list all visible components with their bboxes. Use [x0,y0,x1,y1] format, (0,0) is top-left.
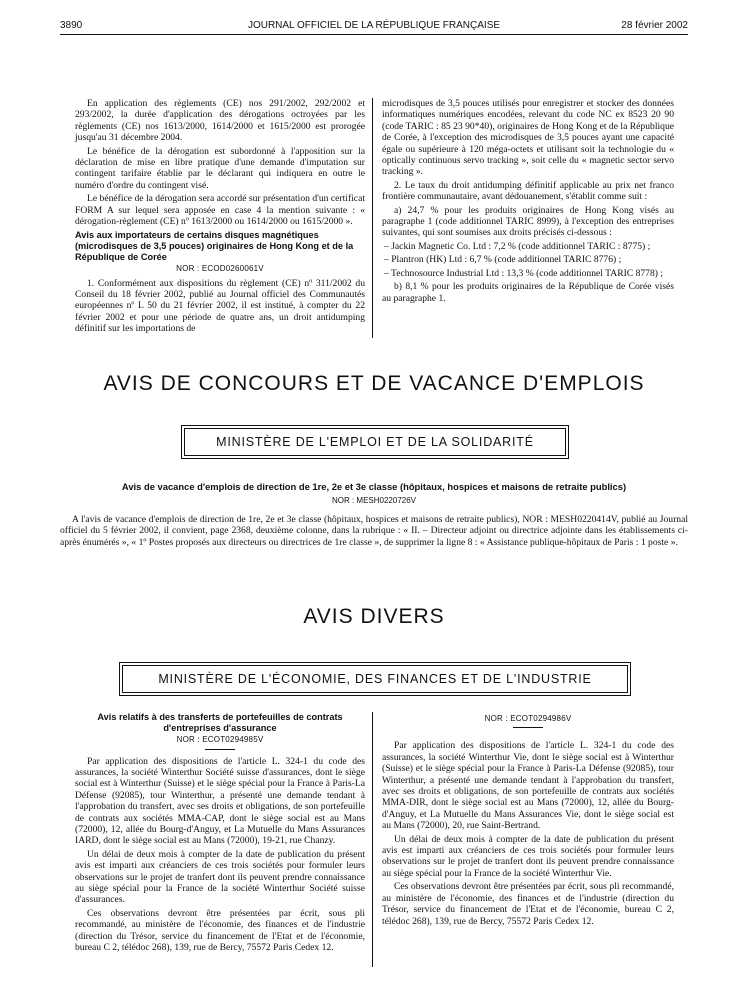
list-item: – Plantron (HK) Ltd : 6,7 % (code additionnel TARIC 8776) ; [384,254,622,266]
vacancy-body [60,514,688,548]
title-rule [205,749,235,750]
paragraph: Un délai de deux mois à compter de la date de publication du présent avis est imparti aux créanciers de ces trois sociétés pour formuler leurs observations sur le projet de tranfert dont ils peuvent prendre connaissance au siège spécial pour la France de la société Winterthur Société suisse d'assurances. [75,848,365,906]
section-title: Avis aux importateurs de certains disques magnétiques (microdisques de 3,5 pouces) originaires de Hong Kong et de la République de Corée [75,230,354,262]
column-divider [372,98,373,338]
journal-title: JOURNAL OFFICIEL DE LA RÉPUBLIQUE FRANÇAISE [247,20,501,31]
nor-reference: NOR : MESH0220726V [331,496,417,505]
paragraph: 2. Le taux du droit antidumping définitif applicable au prix net franco frontière communautaire, avant dédouanement, s'établit comme suit : [382,179,674,203]
divers-right-column [382,712,674,929]
notice-title: Avis relatifs à des transferts de portefeuilles de contrats d'entreprises d'assurance [97,712,343,733]
paragraph: b) 8,1 % pour les produits originaires de la République de Corée visés au paragraphe 1. [382,281,674,304]
top-right-column [382,98,674,306]
nor-reference: NOR : ECOT0294985V [176,735,264,745]
paragraph: Ces observations devront être présentées par écrit, sous pli recommandé, au ministère de l'économie, des finances et de l'industrie (direction du Trésor, service du financement de l'Etat et de l'économie, bureau C 2, télédoc 268), 139, rue de Bercy, 75572 Paris Cedex 12. [382,881,674,927]
header-rule [60,34,688,35]
ministry-box-emploi: MINISTÈRE DE L'EMPLOI ET DE LA SOLIDARITÉ [184,428,566,456]
paragraph: En application des règlements (CE) nos 291/2002, 292/2002 et 293/2002, la durée d'application des dérogations octroyées par les règlements (CE) nos 1613/2000, 1614/2000 et 1615/2000 est prorogée jusqu'au 31 décembre 2004. [75,98,365,144]
list-item: – Technosource Industrial Ltd : 13,3 % (code additionnel TARIC 8778) ; [384,267,664,279]
paragraph: Par application des dispositions de l'article L. 324-1 du code des assurances, la société Winterthur Vie, dont le siège social est à Winterthur (Suisse) et le siège spécial pour la France à Paris-La Défense (92085), tour Winterthur, a présenté une demande tendant à l'approbation du transfert, avec ses droits et obligations, de son portefeuille de contrats aux sociétés MMA-DIR, dont le siège social est au Mans (72000), 12, allée du Bourg-d'Anguy, et La Mutuelle du Mans Assurances Vie, dont le siège social est au Mans (72000), 20, rue Saint-Bertrand. [382,740,674,832]
vacancy-title: Avis de vacance d'emplois de direction de 1re, 2e et 3e classe (hôpitaux, hospices et maisons de retraite publics) [121,481,627,492]
paragraph: Le bénéfice de la dérogation est subordonné à l'apposition sur la déclaration de mise en libre pratique d'une demande d'imputation sur contingent tarifaire établie par le déclarant qui indiquera en outre le numéro d'ordre du contingent visé. [75,145,365,191]
column-divider [372,712,373,967]
nor-reference: NOR : ECOT0294986V [484,714,572,723]
list-item: – Jackin Magnetic Co. Ltd : 7,2 % (code additionnel TARIC : 8775) ; [384,240,651,252]
nor-reference: NOR : ECOD0260061V [176,264,264,274]
top-left-column [75,98,365,337]
divers-left-column [75,712,365,956]
section-heading-divers: AVIS DIVERS [303,605,445,628]
section-heading-concours: AVIS DE CONCOURS ET DE VACANCE D'EMPLOIS [103,372,645,395]
paragraph: Ces observations devront être présentées par écrit, sous pli recommandé, au ministère de l'économie, des finances et de l'industrie (direction du Trésor, service du financement de l'Etat et de l'économie, bureau C 2, télédoc 268), 139, rue de Bercy, 75572 Paris Cedex 12. [75,907,365,954]
paragraph: microdisques de 3,5 pouces utilisés pour enregistrer et stocker des données informatiques numériques encodées, relevant du code NC ex 8523 20 90 (code TARIC : 85 23 90*40), originaires de Hong Kong et de la République de Corée, à l'exception des microdisques de 3,5 pouces ayant une capacité égale ou supérieure à 120 méga-octets et utilisant soit la technologie du « optically continuous servo tracking », soit celle du « magnetic sector servo tracking ». [382,98,674,178]
paragraph: Un délai de deux mois à compter de la date de publication du présent avis est imparti aux créanciers de ces trois sociétés pour formuler leurs observations sur le projet de tranfert dont ils peuvent prendre connaissance au siège spécial pour la France de la société Winterthur Vie. [382,833,674,879]
paragraph: A l'avis de vacance d'emplois de direction de 1re, 2e et 3e classe (hôpitaux, hospices et maisons de retraite publics), NOR : MESH0220414V, publié au Journal officiel du 5 février 2002, il convient, page 2368, deuxième colonne, dans la rubrique : « II. – Directeur adjoint ou directrice adjointe dans les établissements ci-après énumérés », « 1º Postes proposés aux directeurs ou directrices de 1re classe », de supprimer la ligne 8 : « Assistance publique-hôpitaux de Paris : 1 poste ». [60,514,688,548]
issue-date: 28 février 2002 [621,20,688,31]
paragraph: Par application des dispositions de l'article L. 324-1 du code des assurances, la société Winterthur Société suisse d'assurances, dont le siège social est à Winterthur (Suisse) et le siège spécial pour la France à Paris-La Défense (92085), tour Winterthur, a présenté une demande tendant à l'approbation du transfert, avec ses droits et obligations, de son portefeuille de contrats aux sociétés MMA-CAP, dont le siège social est au Mans (72000), 12, allée du Bourg-d'Anguy, et La Mutuelle du Mans Assurances IARD, dont le siège social est au Mans (72000), 19-21, rue Chanzy. [75,755,365,847]
running-header [60,18,688,34]
page-number: 3890 [60,20,83,31]
paragraph: Le bénéfice de la dérogation sera accordé sur présentation d'un certificat FORM A sur lequel sera apposée en case 4 la mention suivante : « dérogation-règlement (CE) nº 1613/2000 ou 1614/2000 ou 1615/2000 ». [75,193,365,228]
title-rule [513,727,543,728]
paragraph: 1. Conformément aux dispositions du règlement (CE) nº 311/2002 du Conseil du 18 février 2002, publié au Journal officiel des Communautés européennes nº L 50 du 21 février 2002, il est institué, à compter du 22 février 2002 et pour une période de quatre ans, un droit antidumping définitif sur les importations de [75,277,365,335]
paragraph: a) 24,7 % pour les produits originaires de Hong Kong visés au paragraphe 1 (code additionnel TARIC 8999), à l'exception des entreprises suivantes, qui sont soumises aux droits précisés ci-dessous : [382,204,674,239]
ministry-box-economie: MINISTÈRE DE L'ÉCONOMIE, DES FINANCES ET DE L'INDUSTRIE [122,665,628,693]
